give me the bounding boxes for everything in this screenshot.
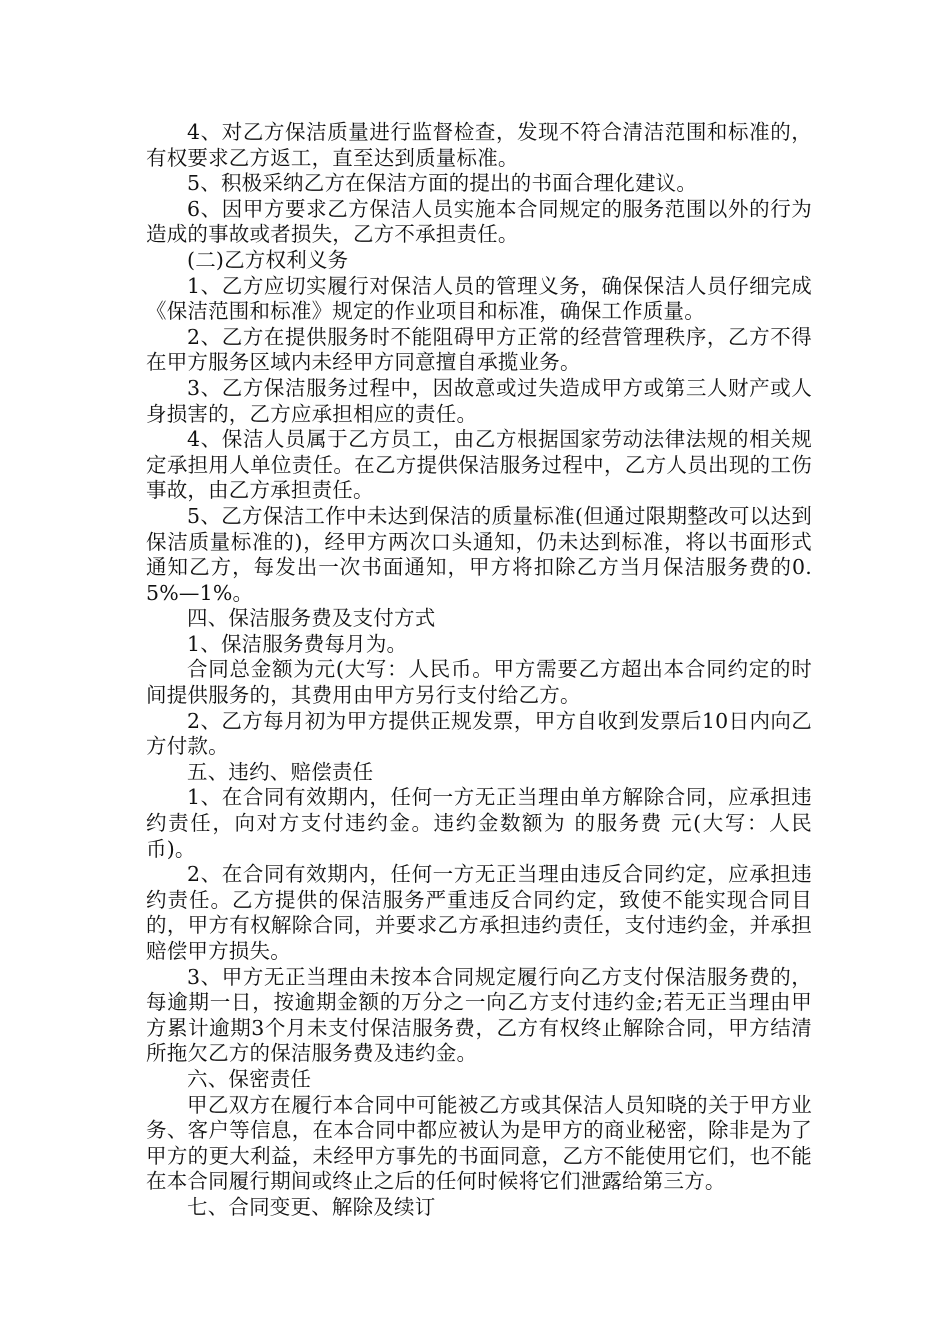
section-heading-service-fee: 四、保洁服务费及支付方式 (187, 606, 436, 631)
paragraph-fee-total: 合同总金额为元(大写：人民币。甲方需要乙方超出本合同约定的时间提供服务的，其费用由甲方另行支付给乙方。 (146, 657, 812, 708)
paragraph-liability-item-2: 2、在合同有效期内，任何一方无正当理由违反合同约定，应承担违约责任。乙方提供的保洁服务严重违反合同约定，致使不能实现合同目的，甲方有权解除合同，并要求乙方承担违约责任，支付违约金，并承担赔偿甲方损失。 (146, 862, 812, 963)
paragraph-liability-item-1: 1、在合同有效期内，任何一方无正当理由单方解除合同，应承担违约责任，向对方支付违约金。违约金数额为 的服务费 元(大写：人民币)。 (146, 785, 812, 861)
paragraph-a-item-4: 4、对乙方保洁质量进行监督检查，发现不符合清洁范围和标准的，有权要求乙方返工，直至达到质量标准。 (146, 120, 812, 170)
paragraph-b-item-3: 3、乙方保洁服务过程中，因故意或过失造成甲方或第三人财产或人身损害的，乙方应承担相应的责任。 (146, 375, 812, 426)
paragraph-b-item-1: 1、乙方应切实履行对保洁人员的管理义务，确保保洁人员仔细完成《保洁范围和标准》规定的作业项目和标准，确保工作质量。 (146, 273, 812, 324)
section-heading-party-b-rights: (二)乙方权利义务 (187, 247, 349, 272)
paragraph-confidentiality: 甲乙双方在履行本合同中可能被乙方或其保洁人员知晓的关于甲方业务、客户等信息，在本合同中都应被认为是甲方的商业秘密，除非是为了甲方的更大利益，未经甲方事先的书面同意，乙方不能使用它们，也不能在本合同履行期间或终止之后的任何时候将它们泄露给第三方。 (146, 1092, 812, 1194)
paragraph-fee-item-1: 1、保洁服务费每月为。 (187, 631, 408, 656)
paragraph-liability-item-3: 3、甲方无正当理由未按本合同规定履行向乙方支付保洁服务费的，每逾期一日，按逾期金额的万分之一向乙方支付违约金;若无正当理由甲方累计逾期3个月未支付保洁服务费，乙方有权终止解除合同，甲方结清所拖欠乙方的保洁服务费及违约金。 (146, 964, 812, 1066)
paragraph-a-item-6: 6、因甲方要求乙方保洁人员实施本合同规定的服务范围以外的行为造成的事故或者损失，乙方不承担责任。 (146, 196, 812, 247)
document-page (146, 120, 812, 1221)
paragraph-fee-item-2: 2、乙方每月初为甲方提供正规发票，甲方自收到发票后10日内向乙方付款。 (146, 708, 812, 759)
section-heading-confidentiality: 六、保密责任 (187, 1066, 312, 1091)
paragraph-b-item-5: 5、乙方保洁工作中未达到保洁的质量标准(但通过限期整改可以达到保洁质量标准的)，经甲方两次口头通知，仍未达到标准，将以书面形式通知乙方，每发出一次书面通知，甲方将扣除乙方当月保洁服务费的0.5%—1%。 (146, 503, 812, 605)
section-heading-contract-changes: 七、合同变更、解除及续订 (187, 1194, 436, 1219)
paragraph-b-item-2: 2、乙方在提供服务时不能阻碍甲方正常的经营管理秩序，乙方不得在甲方服务区域内未经甲方同意擅自承揽业务。 (146, 324, 812, 375)
paragraph-a-item-5: 5、积极采纳乙方在保洁方面的提出的书面合理化建议。 (187, 171, 698, 196)
section-heading-liability: 五、违约、赔偿责任 (187, 759, 374, 784)
paragraph-b-item-4: 4、保洁人员属于乙方员工，由乙方根据国家劳动法律法规的相关规定承担用人单位责任。在乙方提供保洁服务过程中，乙方人员出现的工伤事故，由乙方承担责任。 (146, 427, 812, 503)
